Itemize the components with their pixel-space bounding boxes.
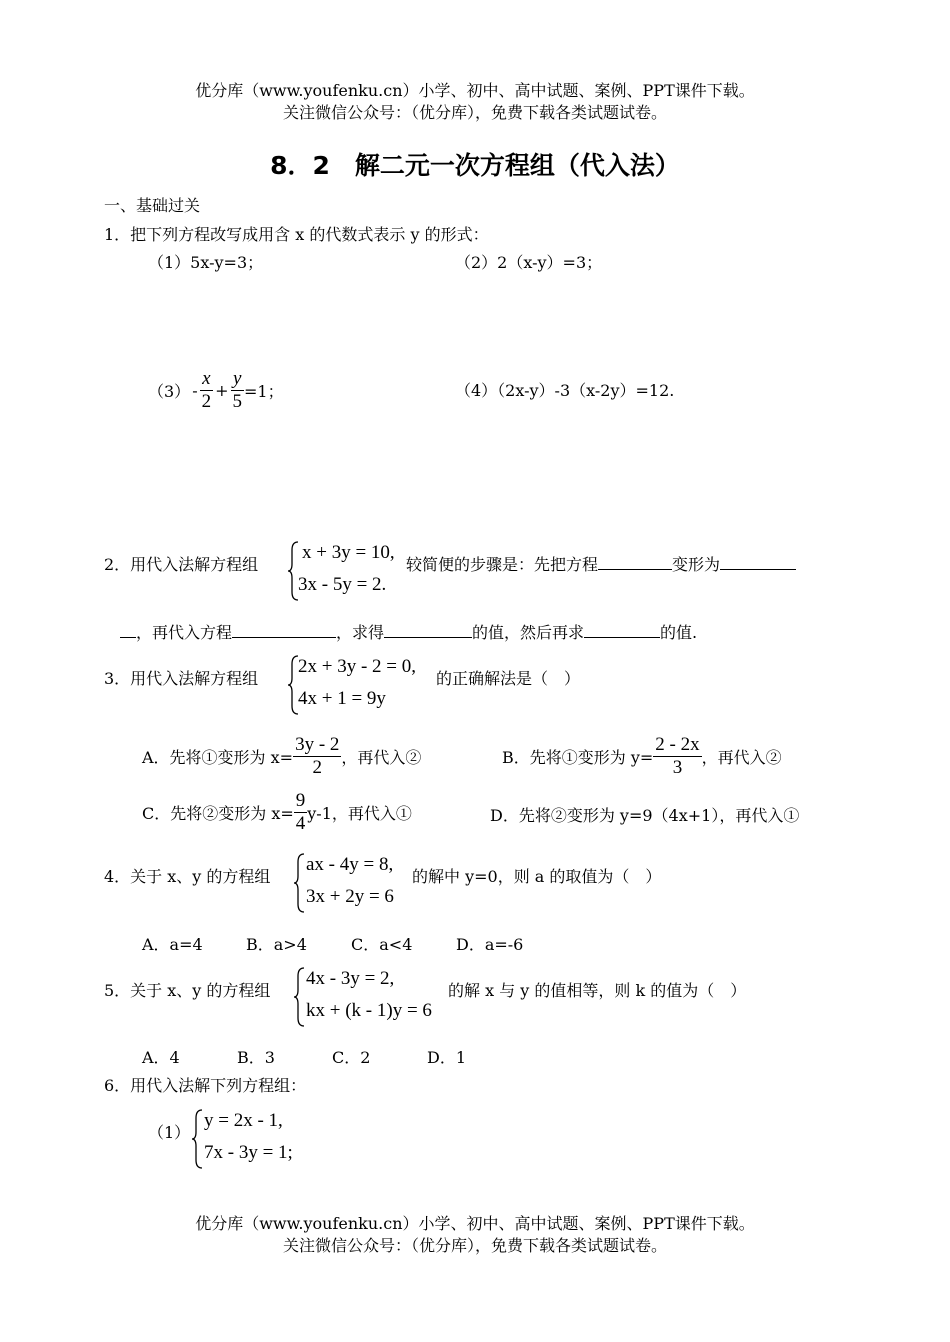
q3-b-pre: B．先将①变形为 y= — [502, 747, 654, 767]
q2-blank-3[interactable] — [232, 620, 336, 638]
q2-text5: 的值，然后再求 — [472, 623, 585, 642]
q2-text-2 — [120, 620, 697, 643]
q3-b-den: 3 — [672, 756, 683, 778]
q2-blank-4[interactable] — [384, 620, 472, 638]
q3-b-post: ，再代入② — [701, 747, 782, 767]
q1-p3-minus: - — [192, 380, 198, 400]
q3-eq-2: 4x + 1 = 9y — [298, 688, 386, 709]
q3-c-num: 9 — [295, 789, 306, 811]
q3-eq-1: 2x + 3y - 2 = 0, — [298, 656, 417, 677]
q4-lead: 4．关于 x、y 的方程组 — [104, 867, 271, 886]
q3-a-num: 3y - 2 — [295, 733, 340, 755]
q5-option-c: C．2 — [332, 1048, 371, 1067]
q3-b-num: 2 - 2x — [655, 733, 700, 755]
q6-eq-1: y = 2x - 1, — [204, 1110, 283, 1131]
footer-line-2: 关注微信公众号：（优分库），免费下载各类试题试卷。 — [282, 1236, 667, 1255]
q3-a-post: ，再代入② — [341, 747, 422, 767]
q2-text4: ，求得 — [336, 623, 385, 642]
q6-brace — [192, 1108, 204, 1170]
q1-p3-tail: =1； — [244, 381, 284, 401]
q1-p3-num-2: y — [231, 368, 245, 391]
q3-option-b — [502, 728, 782, 784]
q1-p3-plus: + — [215, 380, 229, 400]
q3-tail: 的正确解法是（ ） — [436, 669, 581, 688]
q3-c-den: 4 — [295, 812, 306, 834]
q3-c-post: y-1，再代入① — [307, 803, 412, 823]
q2-blank-2-cont[interactable] — [120, 620, 136, 638]
q3-a-pre: A．先将①变形为 x= — [142, 747, 294, 767]
q4-tail: 的解中 y=0，则 a 的取值为（ ） — [412, 867, 662, 886]
q2-text-1 — [406, 552, 796, 575]
q6-stem: 6．用代入法解下列方程组： — [104, 1076, 307, 1095]
header-line-1: 优分库（www.youfenku.cn）小学、初中、高中试题、案例、PPT课件下载。 — [195, 81, 755, 100]
q3-a-frac — [293, 734, 341, 779]
q1-p3-label: （3） — [148, 381, 191, 401]
q1-p3-den-2: 5 — [232, 390, 242, 412]
q1-part-3 — [148, 362, 284, 418]
q1-part-1: （1）5x-y=3； — [148, 253, 264, 272]
footer-line-1: 优分库（www.youfenku.cn）小学、初中、高中试题、案例、PPT课件下载。 — [195, 1214, 755, 1233]
q1-stem: 1．把下列方程改写成用含 x 的代数式表示 y 的形式： — [104, 225, 489, 244]
q4-option-b: B．a>4 — [246, 935, 307, 954]
header-line-2: 关注微信公众号：（优分库），免费下载各类试题试卷。 — [282, 103, 667, 122]
q2-lead: 2．用代入法解方程组 — [104, 555, 259, 574]
q5-brace — [294, 966, 306, 1028]
q5-tail: 的解 x 与 y 的值相等，则 k 的值为（ ） — [448, 981, 747, 1000]
q4-option-a: A．a=4 — [142, 935, 203, 954]
q1-part-4: （4）（2x-y）-3（x-2y）=12. — [455, 381, 675, 400]
q2-eq-2: 3x - 5y = 2. — [298, 574, 387, 595]
q4-eq-2: 3x + 2y = 6 — [306, 886, 394, 907]
q5-eq-2: kx + (k - 1)y = 6 — [306, 1000, 432, 1021]
page-title: 8．2 解二元一次方程组（代入法） — [270, 151, 680, 180]
q3-b-frac — [653, 734, 701, 779]
q2-text6: 的值. — [660, 623, 698, 642]
q5-lead: 5．关于 x、y 的方程组 — [104, 981, 271, 1000]
q1-part-2: （2）2（x-y）=3； — [455, 253, 603, 272]
q4-option-d: D．a=-6 — [456, 935, 524, 954]
section-heading: 一、基础过关 — [104, 196, 201, 215]
q4-brace — [294, 852, 306, 914]
q4-option-c: C．a<4 — [351, 935, 413, 954]
q2-text2: 变形为 — [672, 555, 721, 574]
q3-option-c — [142, 786, 412, 838]
q1-p3-frac-2 — [231, 368, 245, 413]
q3-option-a — [142, 728, 421, 784]
q6-eq-2: 7x - 3y = 1; — [204, 1142, 293, 1163]
q3-a-den: 2 — [312, 756, 322, 778]
q5-eq-1: 4x - 3y = 2, — [306, 968, 395, 989]
q5-option-d: D．1 — [427, 1048, 467, 1067]
q5-option-b: B．3 — [237, 1048, 275, 1067]
q2-text1: 较简便的步骤是：先把方程 — [406, 555, 599, 574]
q1-p3-num-1: x — [200, 368, 214, 391]
q2-blank-1[interactable] — [598, 552, 672, 570]
q3-c-frac — [294, 790, 308, 835]
q2-blank-2[interactable] — [720, 552, 796, 570]
q2-text3: ，再代入方程 — [136, 623, 233, 642]
q3-option-d: D．先将②变形为 y=9（4x+1），再代入① — [490, 806, 800, 825]
q2-blank-5[interactable] — [584, 620, 660, 638]
q1-p3-den-1: 2 — [201, 390, 212, 412]
q6-label: （1） — [148, 1123, 191, 1142]
q3-c-pre: C．先将②变形为 x= — [142, 803, 294, 823]
q4-eq-1: ax - 4y = 8, — [306, 854, 394, 875]
q1-p3-frac-1 — [200, 368, 214, 413]
q5-option-a: A．4 — [142, 1048, 180, 1067]
q2-eq-1: x + 3y = 10, — [302, 542, 395, 563]
q3-lead: 3．用代入法解方程组 — [104, 669, 259, 688]
